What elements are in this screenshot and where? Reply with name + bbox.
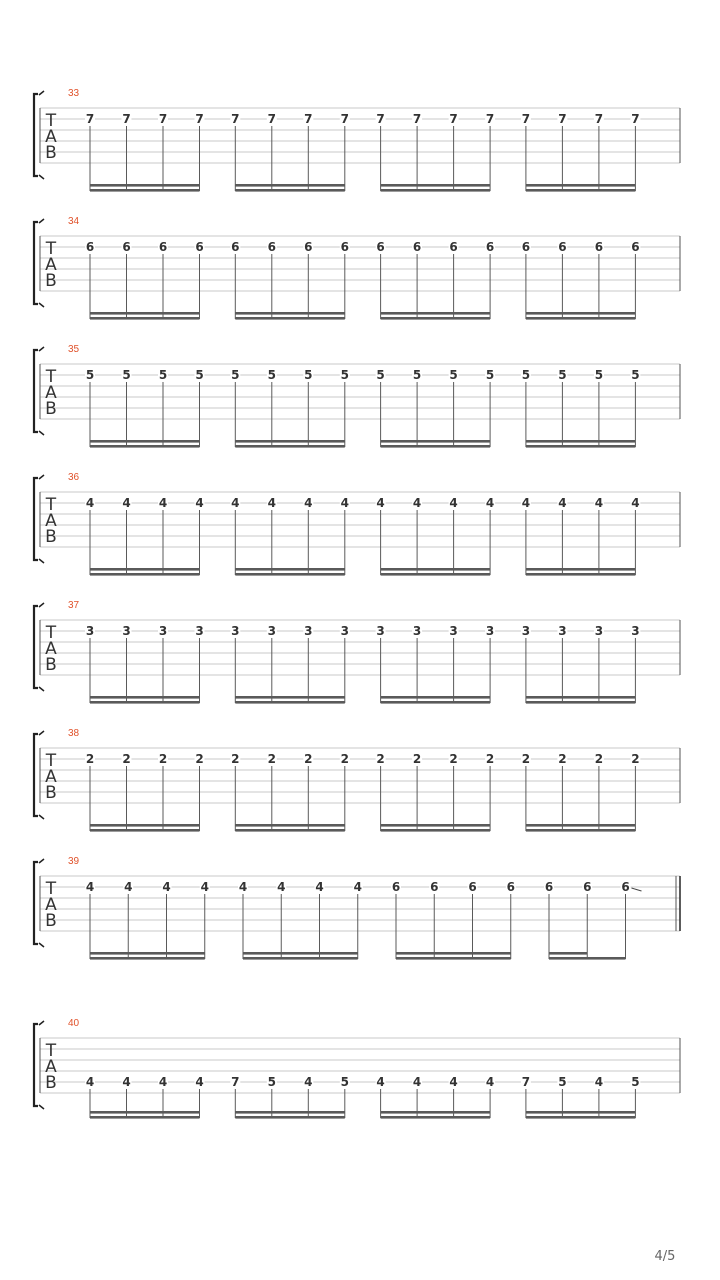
fret-number: 4: [158, 1075, 168, 1089]
fret-number: 5: [449, 368, 458, 382]
fret-number: 6: [583, 880, 592, 894]
fret-number: 4: [158, 496, 168, 510]
tab-clef-letter: A: [45, 127, 57, 147]
fret-number: 4: [124, 880, 133, 894]
fret-number: 7: [631, 112, 640, 126]
tab-clef-letter: A: [45, 511, 57, 531]
fret-number: 7: [376, 112, 385, 126]
tab-clef-letter: A: [45, 639, 57, 659]
beam-primary: [526, 189, 636, 192]
beam-secondary: [235, 1111, 344, 1114]
beam-secondary: [235, 696, 344, 699]
tab-clef-letter: T: [45, 111, 57, 131]
fret-number: 7: [449, 112, 458, 126]
bracket-hook-bottom: [39, 431, 44, 435]
fret-number: 6: [631, 240, 640, 254]
tab-clef-letter: T: [45, 751, 57, 771]
tab-clef-letter: T: [45, 879, 57, 899]
beam-secondary: [381, 312, 491, 315]
fret-number: 6: [231, 240, 240, 254]
bracket-hook-top: [39, 219, 44, 223]
fret-number: 2: [594, 752, 604, 766]
tab-clef-letter: A: [45, 767, 57, 787]
fret-number: 5: [558, 1075, 567, 1089]
fret-number: 4: [195, 496, 204, 510]
fret-number: 5: [594, 368, 604, 382]
fret-number: 7: [122, 112, 131, 126]
fret-number: 6: [449, 240, 458, 254]
beam-primary: [90, 317, 200, 320]
fret-number: 7: [340, 112, 349, 126]
beam-secondary: [526, 824, 636, 827]
fret-number: 6: [195, 240, 204, 254]
beam-secondary: [235, 312, 344, 315]
beam-primary: [235, 573, 344, 576]
fret-number: 6: [122, 240, 131, 254]
tab-clef-letter: B: [45, 911, 57, 931]
fret-number: 3: [376, 624, 385, 638]
beam-secondary: [235, 440, 344, 443]
tab-clef-letter: A: [45, 255, 57, 275]
beam-secondary: [243, 952, 358, 955]
fret-number: 2: [231, 752, 240, 766]
beam-primary: [90, 957, 205, 960]
bracket-hook-top: [39, 1021, 44, 1025]
fret-number: 4: [162, 880, 171, 894]
beam-primary: [90, 573, 200, 576]
fret-number: 3: [631, 624, 640, 638]
beam-secondary: [235, 568, 344, 571]
fret-number: 3: [85, 624, 95, 638]
beam-secondary: [381, 824, 491, 827]
fret-number: 4: [122, 1075, 131, 1089]
fret-number: 5: [122, 368, 131, 382]
fret-number: 6: [558, 240, 567, 254]
beam-primary: [526, 573, 636, 576]
tab-clef-letter: B: [45, 399, 57, 419]
fret-number: 4: [449, 496, 458, 510]
beam-secondary: [90, 696, 200, 699]
beam-primary: [235, 701, 344, 704]
bracket-hook-bottom: [39, 559, 44, 563]
fret-number: 7: [195, 112, 204, 126]
beam-primary: [381, 189, 491, 192]
measure-number: 33: [68, 88, 80, 99]
beam-primary: [526, 829, 636, 832]
fret-number: 3: [449, 624, 458, 638]
fret-number: 3: [594, 624, 604, 638]
beam-primary: [549, 957, 626, 960]
fret-number: 4: [412, 496, 422, 510]
fret-number: 2: [412, 752, 422, 766]
fret-number: 5: [267, 1075, 276, 1089]
beam-primary: [235, 829, 344, 832]
beam-primary: [381, 1116, 491, 1119]
fret-number: 7: [231, 1075, 240, 1089]
slide-mark: [632, 888, 642, 891]
bracket-hook-bottom: [39, 943, 44, 947]
tab-system: [34, 216, 680, 320]
beam-secondary: [381, 1111, 491, 1114]
tab-clef-letter: B: [45, 1073, 57, 1093]
tab-clef-letter: T: [45, 239, 57, 259]
bracket-hook-top: [39, 347, 44, 351]
fret-number: 6: [85, 240, 95, 254]
fret-number: 2: [158, 752, 168, 766]
beam-primary: [235, 189, 344, 192]
fret-number: 6: [430, 880, 439, 894]
fret-number: 6: [376, 240, 385, 254]
fret-number: 7: [558, 112, 567, 126]
fret-number: 4: [449, 1075, 458, 1089]
fret-number: 6: [485, 240, 495, 254]
fret-number: 6: [594, 240, 604, 254]
beam-primary: [235, 1116, 344, 1119]
system-bracket: [34, 350, 38, 432]
beam-primary: [90, 189, 200, 192]
fret-number: 3: [195, 624, 204, 638]
fret-number: 2: [304, 752, 313, 766]
tab-system: [34, 344, 680, 448]
fret-number: 5: [85, 368, 95, 382]
fret-number: 2: [631, 752, 640, 766]
beam-primary: [243, 957, 358, 960]
fret-number: 4: [122, 496, 131, 510]
fret-number: 3: [485, 624, 495, 638]
fret-number: 7: [304, 112, 313, 126]
beam-secondary: [90, 824, 200, 827]
tab-system: [34, 472, 680, 576]
fret-number: 7: [521, 112, 531, 126]
fret-number: 6: [506, 880, 515, 894]
fret-number: 7: [594, 112, 604, 126]
fret-number: 2: [521, 752, 531, 766]
fret-number: 5: [195, 368, 204, 382]
fret-number: 7: [231, 112, 240, 126]
fret-number: 6: [468, 880, 477, 894]
measure-number: 35: [68, 344, 80, 355]
fret-number: 3: [158, 624, 168, 638]
fret-number: 6: [267, 240, 276, 254]
beam-secondary: [90, 440, 200, 443]
beam-secondary: [526, 568, 636, 571]
beam-secondary: [381, 568, 491, 571]
beam-secondary: [381, 696, 491, 699]
tab-clef-letter: T: [45, 623, 57, 643]
beam-secondary: [235, 824, 344, 827]
tab-clef-letter: B: [45, 527, 57, 547]
system-bracket: [34, 734, 38, 816]
fret-number: 3: [304, 624, 313, 638]
beam-primary: [526, 317, 636, 320]
fret-number: 4: [521, 496, 531, 510]
fret-number: 5: [304, 368, 313, 382]
fret-number: 4: [304, 1075, 313, 1089]
fret-number: 4: [353, 880, 362, 894]
fret-number: 4: [238, 880, 248, 894]
fret-number: 3: [267, 624, 276, 638]
bracket-hook-top: [39, 475, 44, 479]
fret-number: 4: [195, 1075, 204, 1089]
tab-system: [34, 88, 680, 192]
tab-clef-letter: A: [45, 895, 57, 915]
fret-number: 3: [122, 624, 131, 638]
bracket-hook-top: [39, 731, 44, 735]
beam-primary: [526, 1116, 636, 1119]
beam-secondary: [381, 440, 491, 443]
tab-system: [34, 1018, 680, 1119]
measure-number: 34: [68, 216, 80, 227]
beam-primary: [396, 957, 511, 960]
fret-number: 2: [267, 752, 276, 766]
fret-number: 5: [267, 368, 276, 382]
fret-number: 4: [376, 496, 385, 510]
fret-number: 5: [340, 1075, 349, 1089]
tab-clef-letter: A: [45, 383, 57, 403]
fret-number: 6: [521, 240, 531, 254]
tab-clef-letter: B: [45, 783, 57, 803]
beam-secondary: [549, 952, 587, 955]
fret-number: 2: [376, 752, 385, 766]
beam-secondary: [526, 184, 636, 187]
system-bracket: [34, 1024, 38, 1106]
fret-number: 4: [267, 496, 276, 510]
fret-number: 7: [412, 112, 422, 126]
system-bracket: [34, 606, 38, 688]
fret-number: 6: [412, 240, 422, 254]
fret-number: 3: [231, 624, 240, 638]
beam-primary: [381, 573, 491, 576]
bracket-hook-bottom: [39, 1105, 44, 1109]
measure-number: 39: [68, 856, 80, 867]
page-number: 4/5: [654, 1249, 676, 1264]
fret-number: 7: [267, 112, 276, 126]
fret-number: 6: [621, 880, 630, 894]
bracket-hook-bottom: [39, 303, 44, 307]
measure-number: 37: [68, 600, 80, 611]
tab-system: [34, 600, 680, 704]
fret-number: 2: [340, 752, 349, 766]
fret-number: 5: [412, 368, 422, 382]
fret-number: 5: [231, 368, 240, 382]
beam-secondary: [381, 184, 491, 187]
fret-number: 4: [594, 496, 604, 510]
tab-clef-letter: T: [45, 495, 57, 515]
system-bracket: [34, 478, 38, 560]
fret-number: 4: [340, 496, 349, 510]
fret-number: 2: [485, 752, 495, 766]
beam-primary: [381, 445, 491, 448]
fret-number: 6: [544, 880, 554, 894]
fret-number: 4: [485, 496, 495, 510]
beam-primary: [381, 701, 491, 704]
beam-primary: [526, 701, 636, 704]
beam-primary: [90, 445, 200, 448]
fret-number: 5: [340, 368, 349, 382]
beam-secondary: [90, 312, 200, 315]
fret-number: 4: [315, 880, 324, 894]
system-bracket: [34, 94, 38, 176]
beam-secondary: [90, 568, 200, 571]
fret-number: 5: [485, 368, 495, 382]
beam-primary: [90, 829, 200, 832]
bracket-hook-top: [39, 603, 44, 607]
fret-number: 7: [85, 112, 95, 126]
beam-secondary: [526, 440, 636, 443]
measure-number: 40: [68, 1018, 80, 1029]
beam-primary: [235, 317, 344, 320]
fret-number: 5: [158, 368, 168, 382]
fret-number: 4: [558, 496, 567, 510]
beam-secondary: [90, 184, 200, 187]
beam-secondary: [90, 1111, 200, 1114]
measure-number: 36: [68, 472, 80, 483]
fret-number: 7: [521, 1075, 531, 1089]
fret-number: 6: [304, 240, 313, 254]
beam-secondary: [526, 696, 636, 699]
beam-secondary: [526, 312, 636, 315]
fret-number: 2: [122, 752, 131, 766]
fret-number: 4: [594, 1075, 604, 1089]
fret-number: 6: [158, 240, 168, 254]
fret-number: 5: [521, 368, 531, 382]
fret-number: 4: [231, 496, 240, 510]
fret-number: 4: [485, 1075, 495, 1089]
fret-number: 2: [85, 752, 95, 766]
beam-secondary: [235, 184, 344, 187]
tab-clef-letter: T: [45, 367, 57, 387]
beam-secondary: [526, 1111, 636, 1114]
beam-primary: [381, 829, 491, 832]
fret-number: 4: [304, 496, 313, 510]
bracket-hook-bottom: [39, 687, 44, 691]
bracket-hook-top: [39, 859, 44, 863]
fret-number: 4: [85, 496, 95, 510]
bracket-hook-top: [39, 91, 44, 95]
tab-system: [34, 856, 680, 960]
fret-number: 2: [195, 752, 204, 766]
tab-clef-letter: B: [45, 271, 57, 291]
measure-number: 38: [68, 728, 80, 739]
tab-clef-letter: B: [45, 143, 57, 163]
fret-number: 4: [85, 880, 95, 894]
bracket-hook-bottom: [39, 815, 44, 819]
beam-primary: [526, 445, 636, 448]
tab-clef-letter: A: [45, 1057, 57, 1077]
beam-primary: [235, 445, 344, 448]
tab-system: [34, 728, 680, 832]
system-bracket: [34, 862, 38, 944]
fret-number: 5: [631, 1075, 640, 1089]
fret-number: 7: [158, 112, 168, 126]
fret-number: 3: [521, 624, 531, 638]
fret-number: 4: [85, 1075, 95, 1089]
bracket-hook-bottom: [39, 175, 44, 179]
fret-number: 5: [558, 368, 567, 382]
beam-secondary: [90, 952, 205, 955]
system-bracket: [34, 222, 38, 304]
tab-clef-letter: B: [45, 655, 57, 675]
fret-number: 3: [412, 624, 422, 638]
beam-primary: [90, 701, 200, 704]
beam-secondary: [396, 952, 511, 955]
fret-number: 2: [558, 752, 567, 766]
fret-number: 7: [485, 112, 495, 126]
fret-number: 4: [631, 496, 640, 510]
fret-number: 3: [340, 624, 349, 638]
fret-number: 5: [631, 368, 640, 382]
beam-primary: [90, 1116, 200, 1119]
fret-number: 4: [200, 880, 209, 894]
fret-number: 4: [376, 1075, 385, 1089]
fret-number: 2: [449, 752, 458, 766]
fret-number: 3: [558, 624, 567, 638]
fret-number: 4: [277, 880, 286, 894]
fret-number: 6: [391, 880, 401, 894]
fret-number: 4: [412, 1075, 422, 1089]
fret-number: 6: [340, 240, 349, 254]
fret-number: 5: [376, 368, 385, 382]
tab-clef-letter: T: [45, 1041, 57, 1061]
beam-primary: [381, 317, 491, 320]
